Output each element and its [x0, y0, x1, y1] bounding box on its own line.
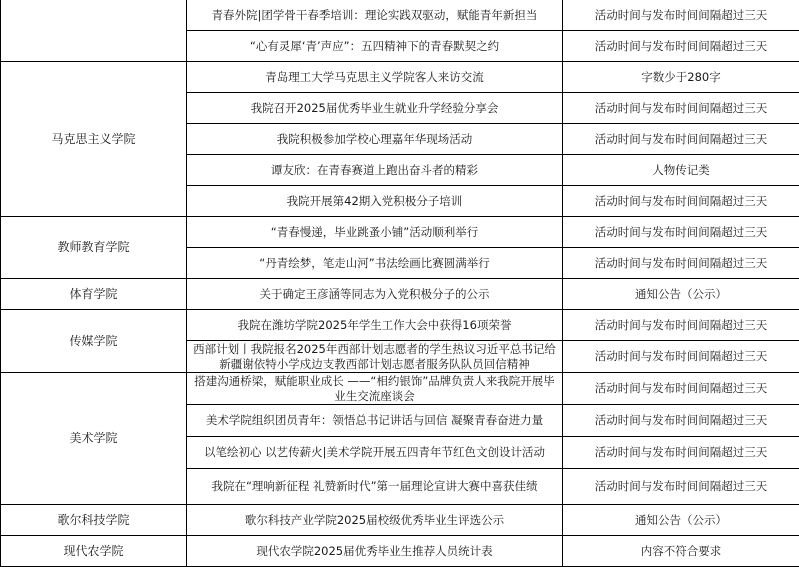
reason-cell: 活动时间与发布时间间隔超过三天 — [563, 0, 799, 31]
college-cell — [1, 0, 187, 62]
article-title-cell: 以笔绘初心 以艺传薪火|美术学院开展五四青年节红色文创设计活动 — [187, 437, 563, 469]
reason-cell: 活动时间与发布时间间隔超过三天 — [563, 341, 799, 373]
reason-cell: 活动时间与发布时间间隔超过三天 — [563, 217, 799, 248]
reason-cell: 通知公告（公示） — [563, 279, 799, 310]
reason-cell: 活动时间与发布时间间隔超过三天 — [563, 93, 799, 124]
reason-cell: 内容不符合要求 — [563, 536, 799, 567]
table-row — [1, 62, 799, 93]
table-row — [1, 217, 799, 248]
table-row — [1, 536, 799, 567]
reason-cell: 活动时间与发布时间间隔超过三天 — [563, 437, 799, 469]
table-row — [1, 279, 799, 310]
article-title-cell: 青春外院|团学骨干春季培训：理论实践双驱动，赋能青年新担当 — [187, 0, 563, 31]
article-title-cell: 美术学院组织团员青年：领悟总书记讲话与回信 凝聚青春奋进力量 — [187, 405, 563, 437]
college-cell: 体育学院 — [1, 279, 187, 310]
table-row — [1, 0, 799, 31]
article-title-cell: 歌尔科技产业学院2025届校级优秀毕业生评选公示 — [187, 505, 563, 536]
table-row — [1, 505, 799, 536]
college-cell: 歌尔科技学院 — [1, 505, 187, 536]
article-title-cell: “青春慢递，毕业跳蚤小铺”活动顺利举行 — [187, 217, 563, 248]
college-cell: 马克思主义学院 — [1, 62, 187, 217]
article-title-cell: “心有灵犀‘青’声应”：五四精神下的青春默契之约 — [187, 31, 563, 62]
college-cell: 现代农学院 — [1, 536, 187, 567]
article-title-cell: 我院在潍坊学院2025年学生工作大会中获得16项荣誉 — [187, 310, 563, 341]
article-title-cell: 现代农学院2025届优秀毕业生推荐人员统计表 — [187, 536, 563, 567]
article-title-cell: 关于确定王彦涵等同志为入党积极分子的公示 — [187, 279, 563, 310]
reason-cell: 活动时间与发布时间间隔超过三天 — [563, 248, 799, 279]
article-title-cell: 西部计划丨我院报名2025年西部计划志愿者的学生热议习近平总书记给新疆谢依特小学戍边支教西部计划志愿者服务队队员回信精神 — [187, 341, 563, 373]
reason-cell: 活动时间与发布时间间隔超过三天 — [563, 469, 799, 505]
article-title-cell: 我院开展第42期入党积极分子培训 — [187, 186, 563, 217]
article-title-cell: 青岛理工大学马克思主义学院客人来访交流 — [187, 62, 563, 93]
article-title-cell: “丹青绘梦，笔走山河”书法绘画比赛圆满举行 — [187, 248, 563, 279]
article-title-cell: 搭建沟通桥梁，赋能职业成长 ——“相约银饰”品牌负责人来我院开展毕业生交流座谈会 — [187, 373, 563, 405]
table-row — [1, 310, 799, 341]
reason-cell: 活动时间与发布时间间隔超过三天 — [563, 310, 799, 341]
article-title-cell: 我院召开2025届优秀毕业生就业升学经验分享会 — [187, 93, 563, 124]
college-cell: 教师教育学院 — [1, 217, 187, 279]
college-cell: 传媒学院 — [1, 310, 187, 373]
article-title-cell: 我院积极参加学校心理嘉年华现场活动 — [187, 124, 563, 155]
article-title-cell: 我院在“理响新征程 礼赞新时代”第一届理论宣讲大赛中喜获佳绩 — [187, 469, 563, 505]
reason-cell: 通知公告（公示） — [563, 505, 799, 536]
reason-cell: 活动时间与发布时间间隔超过三天 — [563, 373, 799, 405]
reason-cell: 活动时间与发布时间间隔超过三天 — [563, 124, 799, 155]
table-row — [1, 373, 799, 405]
reason-cell: 人物传记类 — [563, 155, 799, 186]
reason-cell: 活动时间与发布时间间隔超过三天 — [563, 31, 799, 62]
reason-cell: 活动时间与发布时间间隔超过三天 — [563, 186, 799, 217]
college-cell: 美术学院 — [1, 373, 187, 505]
article-title-cell: 谭友欣：在青春赛道上跑出奋斗者的精彩 — [187, 155, 563, 186]
reason-cell: 活动时间与发布时间间隔超过三天 — [563, 405, 799, 437]
reason-cell: 字数少于280字 — [563, 62, 799, 93]
